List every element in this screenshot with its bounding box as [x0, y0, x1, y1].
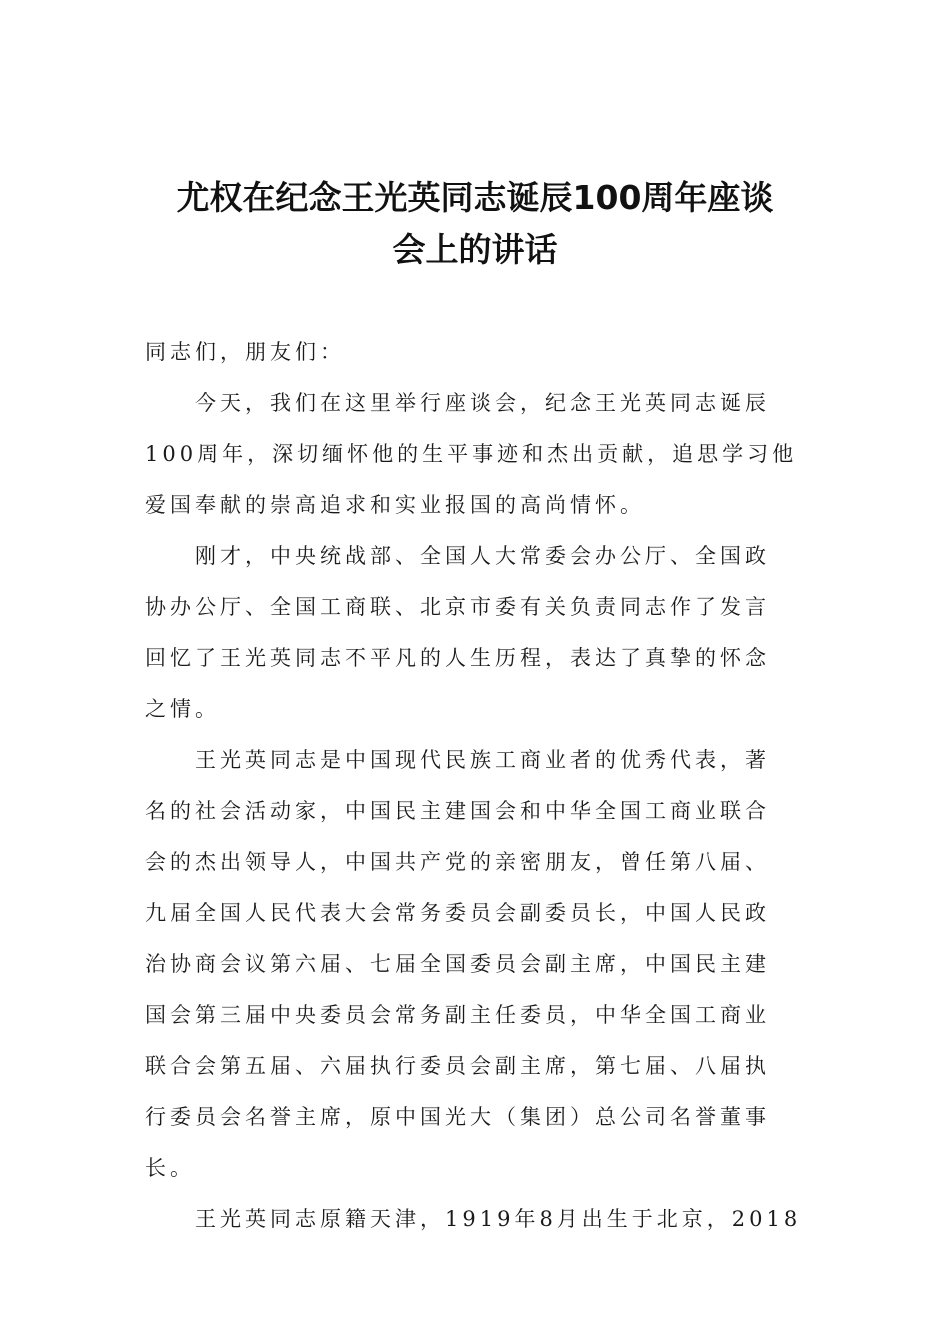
text-line: 长。 [145, 1156, 195, 1180]
text-line: 100周年，深切缅怀他的生平事迹和杰出贡献，追思学习他 [145, 442, 798, 466]
text-line: 协办公厅、全国工商联、北京市委有关负责同志作了发言 [145, 595, 770, 619]
text-line: 回忆了王光英同志不平凡的人生历程，表达了真挚的怀念 [145, 646, 770, 670]
text-line: 爱国奉献的崇高追求和实业报国的高尚情怀。 [145, 493, 645, 517]
document-title [145, 172, 805, 276]
text-line: 治协商会议第六届、七届全国委员会副主席，中国民主建 [145, 952, 770, 976]
text-line: 会的杰出领导人，中国共产党的亲密朋友，曾任第八届、 [145, 850, 770, 874]
text-line: 王光英同志是中国现代民族工商业者的优秀代表，著 [195, 748, 770, 772]
text-line: 同志们，朋友们： [145, 340, 345, 364]
text-line: 行委员会名誉主席，原中国光大（集团）总公司名誉董事 [145, 1105, 770, 1129]
title-line: 会上的讲话 [392, 230, 558, 269]
text-line: 刚才，中央统战部、全国人大常委会办公厅、全国政 [195, 544, 770, 568]
text-line: 九届全国人民代表大会常务委员会副委员长，中国人民政 [145, 901, 770, 925]
text-line: 名的社会活动家，中国民主建国会和中华全国工商业联合 [145, 799, 770, 823]
text-line: 今天，我们在这里举行座谈会，纪念王光英同志诞辰 [195, 391, 770, 415]
title-line: 尤权在纪念王光英同志诞辰100周年座谈 [176, 178, 774, 217]
document-body [145, 327, 807, 1245]
text-line: 联合会第五届、六届执行委员会副主席，第七届、八届执 [145, 1054, 770, 1078]
text-line: 王光英同志原籍天津，1919年8月出生于北京，2018 [195, 1207, 802, 1231]
text-line: 国会第三届中央委员会常务副主任委员，中华全国工商业 [145, 1003, 770, 1027]
text-line: 之情。 [145, 697, 220, 721]
